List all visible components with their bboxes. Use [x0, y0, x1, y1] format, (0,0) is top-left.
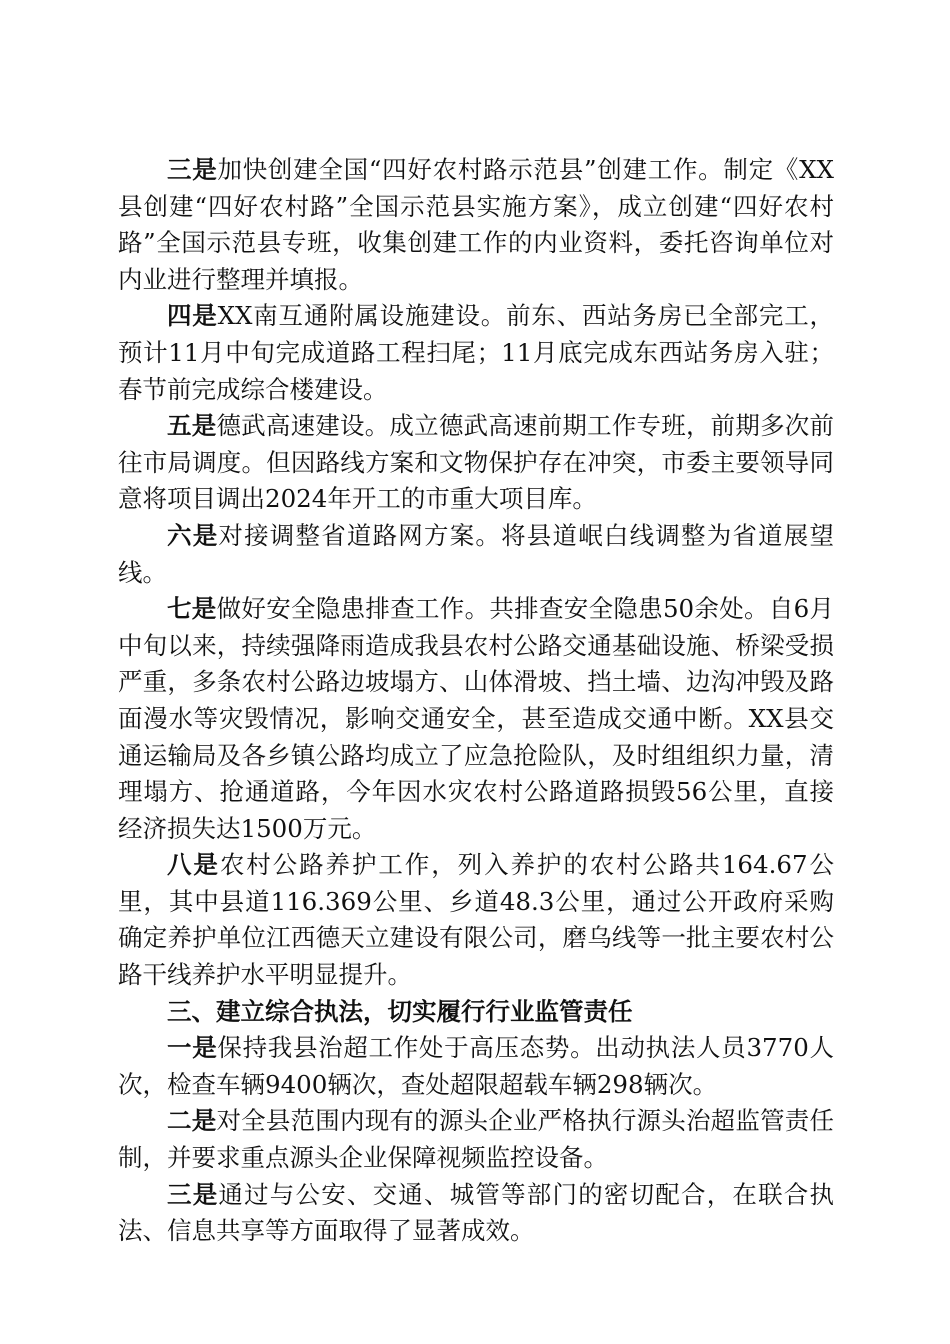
paragraph-item-5 [118, 408, 834, 518]
paragraph-item-3 [118, 152, 834, 298]
section-paragraph-item-2 [118, 1103, 834, 1176]
paragraph-lead: 二是 [167, 1106, 217, 1136]
paragraph-lead: 五是 [167, 411, 217, 441]
section-paragraph-item-3 [118, 1177, 834, 1250]
paragraph-lead: 三是 [167, 1179, 219, 1209]
section-heading: 三、建立综合执法，切实履行行业监管责任 [167, 996, 633, 1026]
paragraph-item-4 [118, 298, 834, 408]
paragraph-text: 加快创建全国“四好农村路示范县”创建工作。制定《XX县创建“四好农村路”全国示范县实施方案》，成立创建“四好农村路”全国示范县专班，收集创建工作的内业资料，委托咨询单位对内业进行整理并填报。 [118, 155, 834, 294]
paragraph-item-6 [118, 518, 834, 591]
paragraph-lead: 八是 [167, 850, 220, 880]
paragraph-text: 做好安全隐患排查工作。共排查安全隐患50余处。自6月中旬以来，持续强降雨造成我县农村公路交通基础设施、桥梁受损严重，多条农村公路边坡塌方、山体滑坡、挡土墙、边沟冲毁及路面漫水等灾毁情况，影响交通安全，甚至造成交通中断。XX县交通运输局及各乡镇公路均成立了应急抢险队，及时组组织力量，清理塌方、抢通道路，今年因水灾农村公路道路损毁56公里，直接经济损失达1500万元。 [118, 594, 835, 843]
paragraph-text: 对全县范围内现有的源头企业严格执行源头治超监管责任制，并要求重点源头企业保障视频监控设备。 [118, 1106, 835, 1173]
paragraph-text: 农村公路养护工作，列入养护的农村公路共164.67公里，其中县道116.369公里、乡道48.3公里，通过公开政府采购确定养护单位江西德天立建设有限公司，磨乌线等一批主要农村公路干线养护水平明显提升。 [118, 850, 834, 990]
paragraph-text: 保持我县治超工作处于高压态势。出动执法人员3770人次，检查车辆9400辆次，查处超限超载车辆298辆次。 [118, 1033, 834, 1099]
paragraph-text: XX南互通附属设施建设。前东、西站务房已全部完工，预计11月中旬完成道路工程扫尾；11月底完成东西站务房入驻；春节前完成综合楼建设。 [118, 301, 835, 404]
section-paragraph-item-1 [118, 1030, 834, 1103]
paragraph-lead: 七是 [167, 594, 217, 624]
paragraph-lead: 一是 [167, 1033, 218, 1063]
paragraph-lead: 三是 [167, 155, 218, 184]
paragraph-text: 通过与公安、交通、城管等部门的密切配合，在联合执法、信息共享等方面取得了显著成效。 [118, 1179, 835, 1246]
paragraph-item-7 [118, 591, 834, 847]
paragraph-lead: 六是 [167, 520, 219, 550]
paragraph-lead: 四是 [167, 301, 218, 331]
document-page [118, 152, 834, 1250]
paragraph-item-8 [118, 847, 834, 993]
paragraph-text: 对接调整省道路网方案。将县道岷白线调整为省道展望线。 [118, 520, 835, 587]
paragraph-text: 德武高速建设。成立德武高速前期工作专班，前期多次前往市局调度。但因路线方案和文物保护存在冲突，市委主要领导同意将项目调出2024年开工的市重大项目库。 [118, 411, 835, 514]
